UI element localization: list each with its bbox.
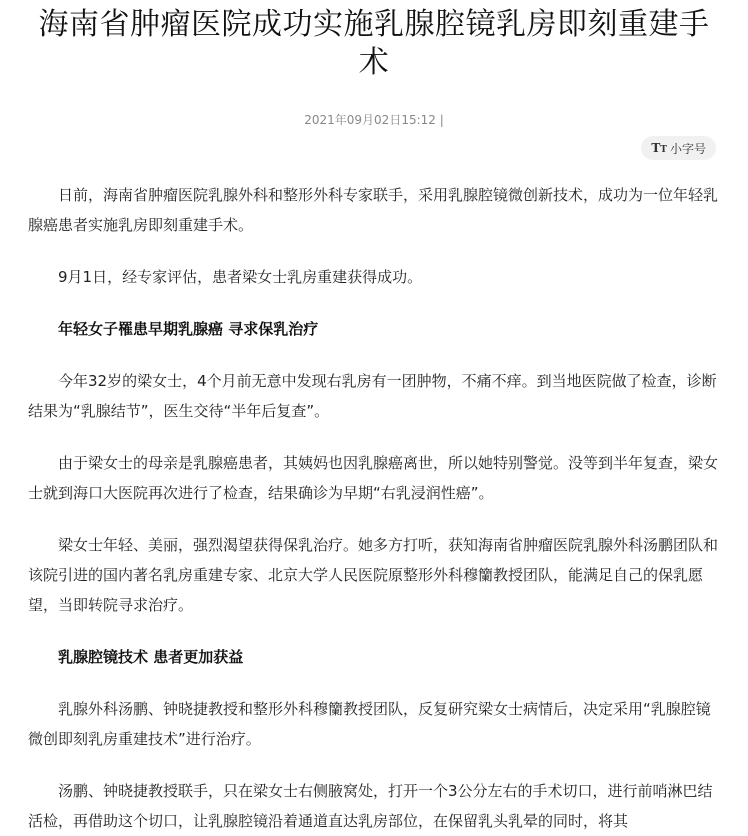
font-size-toggle-button[interactable] bbox=[641, 136, 716, 160]
paragraph: 乳腺外科汤鹏、钟晓捷教授和整形外科穆籣教授团队，反复研究梁女士病情后，决定采用“乳腺腔镜微创即刻乳房重建技术”进行治疗。 bbox=[28, 700, 711, 748]
paragraph: 由于梁女士的母亲是乳腺癌患者，其姨妈也因乳腺癌离世，所以她特别警觉。没等到半年复查，梁女士就到海口大医院再次进行了检查，结果确诊为早期“右乳浸润性癌”。 bbox=[28, 454, 719, 502]
section-heading: 乳腺腔镜技术 患者更加获益 bbox=[58, 648, 244, 666]
paragraph: 梁女士年轻、美丽，强烈渴望获得保乳治疗。她多方打听，获知海南省肿瘤医院乳腺外科汤鹏团队和该院引进的国内著名乳房重建专家、北京大学人民医院原整形外科穆籣教授团队，能满足自己的保乳愿望，当即转院寻求治疗。 bbox=[28, 536, 719, 614]
paragraph-intro: 日前，海南省肿瘤医院乳腺外科和整形外科专家联手，采用乳腺腔镜微创新技术，成功为一位年轻乳腺癌患者实施乳房即刻重建手术。 bbox=[28, 186, 719, 234]
paragraph: 汤鹏、钟晓捷教授联手，只在梁女士右侧腋窝处，打开一个3公分左右的手术切口，进行前哨淋巴结活检，再借助这个切口，让乳腺腔镜沿着通道直达乳房部位，在保留乳头乳晕的同时，将其 bbox=[28, 782, 713, 830]
section-heading: 年轻女子罹患早期乳腺癌 寻求保乳治疗 bbox=[58, 320, 319, 338]
font-size-toggle-label: 小字号 bbox=[669, 141, 706, 156]
paragraph: 今年32岁的梁女士，4个月前无意中发现右乳房有一团肿物，不痛不痒。到当地医院做了检查，诊断结果为“乳腺结节”，医生交待“半年后复查”。 bbox=[28, 372, 717, 420]
paragraph: 9月1日，经专家评估，患者梁女士乳房重建获得成功。 bbox=[58, 268, 423, 286]
text-size-icon: TT bbox=[651, 141, 667, 155]
publish-meta: 2021年09月02日15:12 | bbox=[304, 113, 444, 127]
article-body bbox=[28, 180, 720, 836]
article-title: 海南省肿瘤医院成功实施乳腺腔镜乳房即刻重建手术 bbox=[38, 7, 710, 80]
article-toolbar bbox=[28, 136, 720, 162]
